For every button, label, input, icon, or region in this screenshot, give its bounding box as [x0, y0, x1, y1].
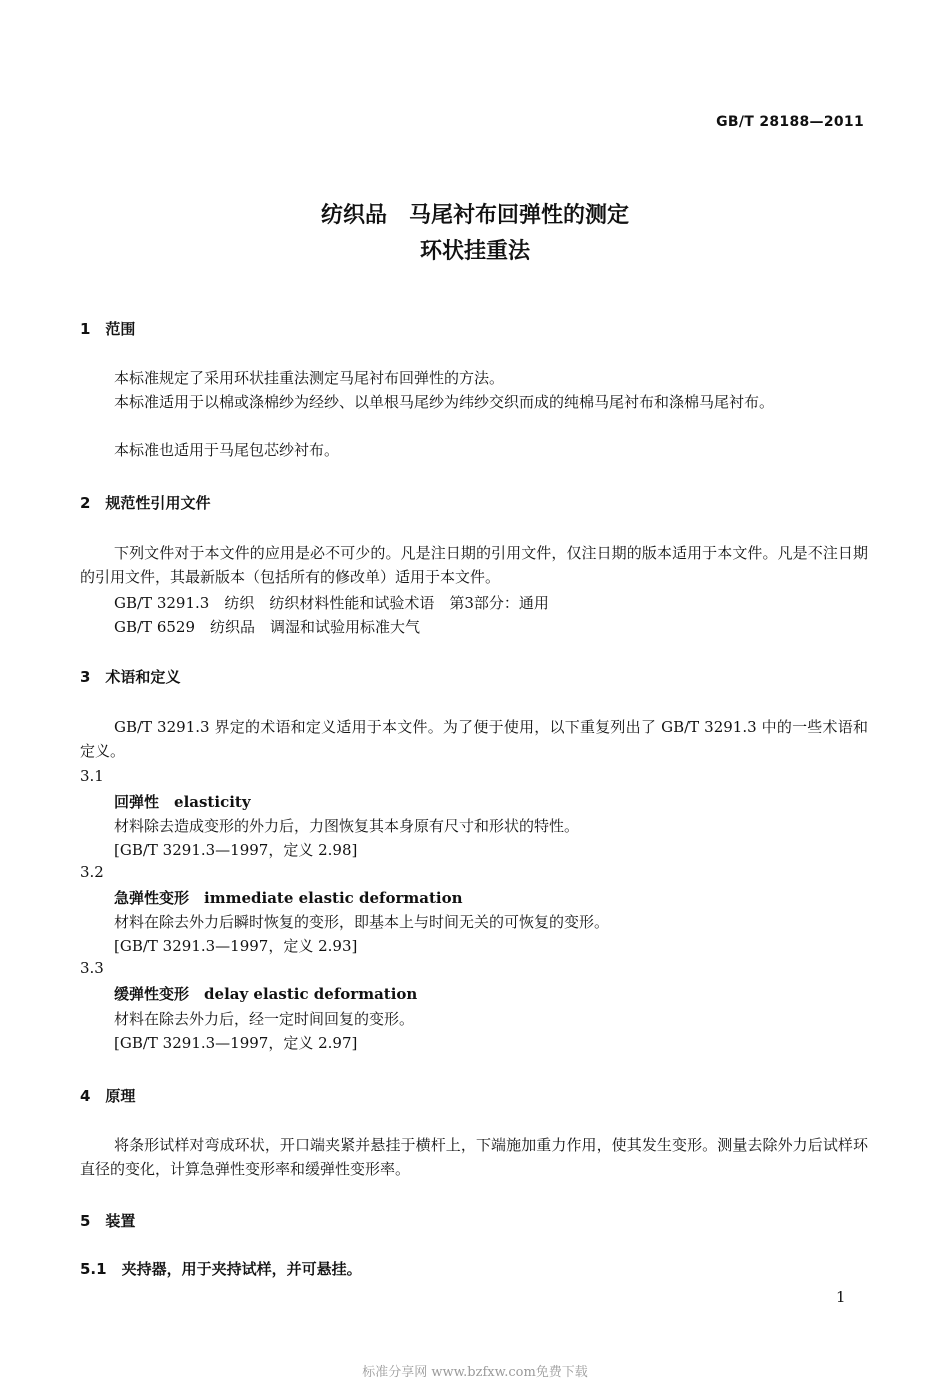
term-3-3-definition: 材料在除去外力后，经一定时间回复的变形。 — [114, 1010, 415, 1028]
term-3-3-source: [GB/T 3291.3—1997，定义 2.97] — [114, 1034, 358, 1052]
footer-watermark: 标准分享网 www.bzfxw.com免费下载 — [362, 1365, 588, 1380]
normative-reference-1: GB/T 3291.3 纺织 纺织材料性能和试验术语 第3部分：通用 — [114, 594, 549, 612]
section-2-para-1: 下列文件对于本文件的应用是必不可少的。凡是注日期的引用文件，仅注日期的版本适用于本文件。凡是不注日期的引用文件，其最新版本（包括所有的修改单）适用于本文件。 — [80, 544, 868, 586]
section-1-para-3: 本标准也适用于马尾包芯纱衬布。 — [114, 441, 340, 459]
section-1-heading: 1 范围 — [80, 320, 136, 338]
term-3-3-en: delay elastic deformation — [204, 985, 418, 1003]
section-3-para-1: GB/T 3291.3 界定的术语和定义适用于本文件。为了便于使用，以下重复列出了 GB/T 3291.3 中的一些术语和定义。 — [80, 718, 868, 760]
normative-reference-2: GB/T 6529 纺织品 调湿和试验用标准大气 — [114, 618, 421, 636]
term-3-1-name — [114, 791, 251, 812]
term-3-1-cn: 回弹性 — [114, 793, 160, 811]
term-3-1-source: [GB/T 3291.3—1997，定义 2.98] — [114, 841, 358, 859]
term-3-2-name — [114, 887, 463, 908]
section-5-heading: 5 装置 — [80, 1212, 136, 1230]
section-3-heading: 3 术语和定义 — [80, 668, 181, 686]
section-1-para-2: 本标准适用于以棉或涤棉纱为经纱、以单根马尾纱为纬纱交织而成的纯棉马尾衬布和涤棉马尾衬布。 — [114, 393, 775, 411]
section-2-heading: 2 规范性引用文件 — [80, 494, 211, 512]
section-4-para-1: 将条形试样对弯成环状，开口端夹紧并悬挂于横杆上，下端施加重力作用，使其发生变形。测量去除外力后试样环直径的变化，计算急弹性变形率和缓弹性变形率。 — [80, 1136, 868, 1178]
term-3-2-en: immediate elastic deformation — [204, 889, 463, 907]
term-3-2-source: [GB/T 3291.3—1997，定义 2.93] — [114, 937, 358, 955]
section-1-para-1: 本标准规定了采用环状挂重法测定马尾衬布回弹性的方法。 — [114, 369, 505, 387]
term-3-3-cn: 缓弹性变形 — [114, 985, 190, 1003]
term-3-1-definition: 材料除去造成变形的外力后，力图恢复其本身原有尺寸和形状的特性。 — [114, 817, 580, 835]
term-3-3-number: 3.3 — [80, 959, 104, 977]
document-number: GB/T 28188—2011 — [716, 114, 864, 130]
section-5-1-item: 5.1 夹持器，用于夹持试样，并可悬挂。 — [80, 1260, 362, 1278]
page-number: 1 — [836, 1288, 846, 1306]
title-line-2: 环状挂重法 — [419, 239, 530, 264]
title-line-1: 纺织品 马尾衬布回弹性的测定 — [320, 203, 629, 228]
term-3-1-number: 3.1 — [80, 767, 104, 785]
term-3-2-cn: 急弹性变形 — [114, 889, 190, 907]
section-4-heading: 4 原理 — [80, 1087, 136, 1105]
term-3-3-name — [114, 983, 417, 1004]
term-3-1-en: elasticity — [174, 793, 251, 811]
term-3-2-definition: 材料在除去外力后瞬时恢复的变形，即基本上与时间无关的可恢复的变形。 — [114, 913, 610, 931]
term-3-2-number: 3.2 — [80, 863, 104, 881]
